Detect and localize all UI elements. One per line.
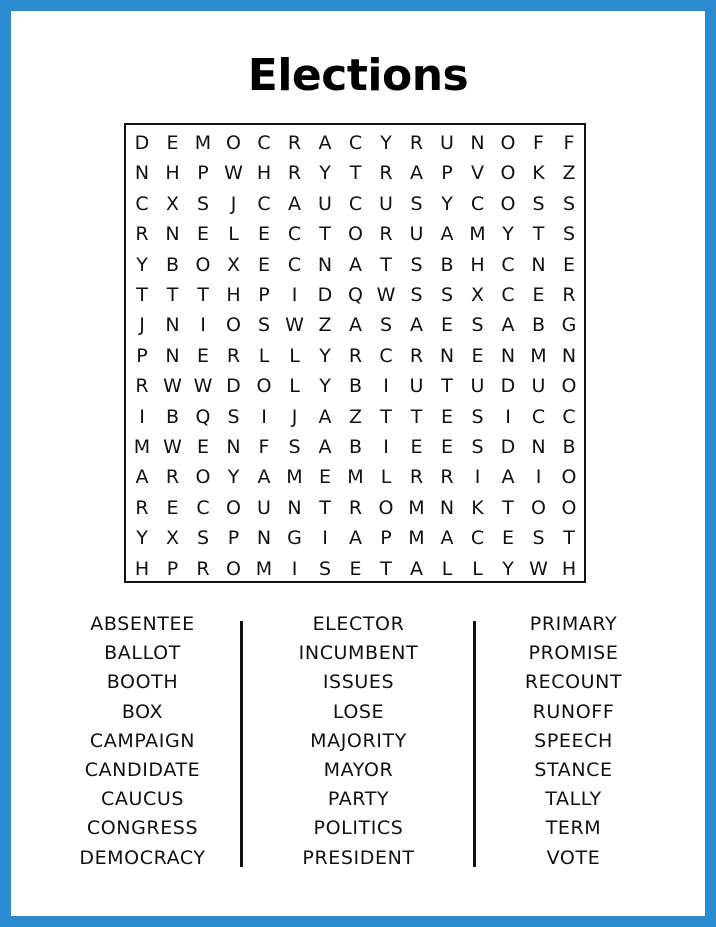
grid-letter: T — [197, 284, 209, 306]
grid-letter: E — [440, 314, 453, 337]
grid-letter: T — [136, 284, 148, 306]
grid-letter: D — [317, 284, 333, 306]
grid-letter: N — [439, 496, 455, 519]
grid-letter: O — [561, 496, 577, 519]
grid-letter: A — [410, 314, 423, 337]
grid-letter: A — [501, 314, 515, 337]
grid-letter: A — [318, 436, 332, 458]
grid-letter: D — [134, 132, 150, 154]
grid-letter: T — [380, 405, 392, 428]
word-list-item: PRESIDENT — [302, 846, 415, 869]
grid-letter: O — [500, 192, 516, 215]
grid-letter: C — [501, 253, 515, 276]
grid-letter: A — [501, 466, 515, 489]
word-list-item: BOOTH — [106, 671, 179, 694]
word-list-item: RUNOFF — [532, 700, 615, 723]
grid-letter: E — [471, 344, 484, 367]
grid-letter: H — [165, 162, 180, 185]
grid-letter: M — [194, 132, 212, 154]
grid-letter: N — [226, 436, 241, 458]
grid-letter: B — [165, 253, 180, 276]
grid-letter: O — [348, 223, 363, 246]
grid-letter: B — [165, 405, 180, 428]
grid-letter: A — [318, 405, 332, 428]
word-list-item: TERM — [545, 817, 602, 840]
grid-letter: A — [318, 132, 332, 154]
grid-letter: O — [226, 557, 241, 580]
grid-letter: K — [471, 496, 484, 519]
word-list-item: TALLY — [545, 788, 602, 811]
grid-letter: D — [226, 375, 241, 398]
grid-letter: R — [287, 132, 302, 154]
grid-letter: W — [163, 436, 182, 458]
grid-letter: O — [256, 375, 272, 398]
grid-letter: S — [196, 192, 210, 215]
word-list-column-1 — [40, 612, 245, 874]
grid-letter: E — [257, 253, 270, 276]
grid-letter: Y — [502, 557, 514, 580]
grid-letter: F — [533, 132, 544, 154]
grid-letter: Y — [319, 375, 331, 398]
word-list-item: PARTY — [327, 788, 390, 811]
grid-letter: N — [256, 527, 272, 550]
grid-letter: H — [256, 162, 272, 185]
word-list-item: POLITICS — [313, 817, 404, 840]
grid-letter: W — [376, 284, 396, 306]
grid-letter: R — [379, 223, 393, 246]
grid-letter: I — [383, 375, 389, 398]
grid-letter: J — [230, 192, 237, 215]
grid-letter: R — [135, 375, 149, 398]
word-list-item: CANDIDATE — [84, 759, 201, 781]
grid-letter: B — [440, 253, 454, 276]
grid-letter: I — [139, 405, 145, 428]
grid-letter: T — [410, 405, 423, 428]
grid-letter: M — [530, 344, 547, 367]
grid-letter: Y — [319, 162, 331, 185]
grid-letter: M — [408, 527, 425, 550]
grid-letter: M — [347, 466, 364, 489]
grid-letter: T — [380, 557, 392, 580]
grid-letter: Y — [319, 344, 331, 367]
grid-letter: O — [226, 132, 241, 154]
grid-letter: U — [531, 375, 546, 398]
grid-letter: G — [561, 314, 577, 337]
grid-letter: Y — [380, 132, 392, 154]
grid-letter: V — [471, 162, 484, 185]
grid-letter: X — [165, 527, 180, 550]
word-list-item: RECOUNT — [524, 671, 623, 694]
grid-letter: H — [134, 557, 150, 580]
grid-letter: N — [134, 162, 150, 185]
grid-letter: S — [562, 192, 576, 215]
word-list-item: LOSE — [332, 700, 385, 723]
grid-letter: R — [135, 496, 149, 519]
grid-letter: M — [255, 557, 273, 580]
grid-letter: G — [287, 527, 302, 550]
grid-letter: I — [322, 527, 328, 550]
grid-letter: O — [500, 162, 516, 185]
grid-letter: E — [440, 405, 453, 428]
grid-letter: L — [289, 375, 300, 398]
grid-letter: C — [196, 496, 210, 519]
word-list-item: INCUMBENT — [298, 642, 419, 665]
grid-letter: E — [410, 436, 423, 458]
grid-letter: E — [440, 436, 453, 458]
grid-letter: R — [226, 344, 241, 367]
grid-letter: S — [288, 436, 301, 458]
word-list-item: SPEECH — [534, 729, 613, 752]
grid-letter: W — [163, 375, 182, 398]
grid-letter: L — [228, 223, 239, 246]
grid-letter: E — [349, 557, 362, 580]
word-list-item: CAUCUS — [100, 788, 184, 811]
grid-letter: D — [500, 436, 516, 458]
grid-letter: H — [226, 284, 241, 306]
grid-letter: O — [500, 132, 516, 154]
grid-letter: E — [166, 496, 179, 519]
grid-letter: E — [196, 344, 209, 367]
grid-letter: R — [379, 162, 393, 185]
grid-letter: T — [532, 223, 545, 246]
grid-letter: O — [226, 496, 241, 519]
grid-letter: S — [379, 314, 393, 337]
grid-letter: N — [470, 132, 485, 154]
grid-letter: E — [318, 466, 331, 489]
grid-letter: S — [532, 192, 545, 215]
letter-grid — [124, 123, 586, 583]
grid-letter: Y — [136, 253, 148, 276]
grid-letter: F — [563, 132, 575, 154]
grid-letter: E — [257, 223, 270, 246]
grid-letter: S — [257, 314, 271, 337]
grid-letter: H — [561, 557, 577, 580]
word-list-item: CONGRESS — [86, 817, 199, 840]
grid-letter: R — [409, 466, 424, 489]
grid-letter: S — [410, 253, 423, 276]
grid-letter: O — [531, 496, 546, 519]
grid-letter: Y — [502, 223, 514, 246]
grid-letter: U — [257, 496, 271, 519]
grid-letter: P — [166, 557, 179, 580]
grid-letter: A — [257, 466, 271, 489]
grid-letter: W — [193, 375, 213, 398]
grid-letter: M — [286, 466, 303, 489]
grid-letter: E — [196, 223, 209, 246]
grid-letter: R — [287, 162, 302, 185]
grid-letter: C — [287, 223, 302, 246]
grid-letter: M — [469, 223, 486, 246]
grid-letter: S — [471, 436, 484, 458]
grid-letter: W — [529, 557, 548, 580]
grid-letter: P — [258, 284, 270, 306]
grid-letter: B — [348, 375, 363, 398]
grid-letter: A — [349, 314, 362, 337]
grid-letter: C — [257, 192, 271, 215]
grid-letter: S — [318, 557, 332, 580]
grid-letter: J — [291, 405, 298, 428]
grid-letter: Z — [562, 162, 576, 185]
grid-letter: U — [318, 192, 332, 215]
grid-letter: O — [561, 375, 577, 398]
grid-letter: B — [531, 314, 546, 337]
grid-letter: T — [441, 375, 453, 398]
word-list-column-2 — [256, 612, 461, 874]
grid-letter: L — [258, 344, 270, 367]
grid-letter: E — [166, 132, 179, 154]
grid-letter: T — [563, 527, 575, 550]
grid-letter: B — [562, 436, 576, 458]
column-divider-1 — [240, 621, 243, 867]
grid-letter: U — [409, 223, 424, 246]
grid-letter: I — [535, 466, 542, 489]
word-list-item: BOX — [121, 700, 164, 723]
grid-letter: Z — [348, 405, 363, 428]
grid-letter: E — [501, 527, 514, 550]
grid-letter: P — [380, 527, 392, 550]
grid-letter: R — [348, 344, 363, 367]
grid-letter: S — [196, 527, 210, 550]
grid-letter: A — [440, 223, 454, 246]
word-list-item: ISSUES — [322, 671, 395, 694]
grid-letter: R — [196, 557, 210, 580]
grid-letter: X — [226, 253, 241, 276]
word-list-item: MAJORITY — [310, 729, 407, 752]
grid-letter: R — [348, 496, 363, 519]
word-list-column-3 — [471, 612, 676, 874]
grid-letter: C — [287, 253, 302, 276]
grid-letter: L — [441, 557, 453, 580]
grid-letter: T — [349, 162, 362, 185]
grid-letter: N — [500, 344, 516, 367]
grid-letter: Y — [227, 466, 240, 489]
grid-letter: A — [410, 162, 423, 185]
grid-letter: S — [562, 223, 576, 246]
grid-letter: T — [166, 284, 179, 306]
grid-letter: C — [501, 284, 515, 306]
grid-letter: C — [531, 405, 546, 428]
grid-letter: T — [319, 223, 331, 246]
grid-letter: M — [408, 496, 425, 519]
word-list-item: VOTE — [546, 846, 601, 869]
grid-letter: P — [441, 162, 453, 185]
grid-letter: X — [165, 192, 180, 215]
word-list-item: DEMOCRACY — [79, 846, 206, 869]
grid-letter: F — [258, 436, 270, 458]
grid-letter: U — [409, 375, 424, 398]
grid-letter: N — [531, 253, 546, 276]
grid-letter: S — [440, 284, 454, 306]
word-list-item: STANCE — [534, 759, 613, 781]
grid-letter: A — [410, 557, 423, 580]
grid-letter: L — [289, 344, 300, 367]
grid-letter: N — [165, 314, 180, 337]
grid-letter: M — [133, 436, 151, 458]
grid-letter: I — [291, 557, 298, 580]
word-list-item: PRIMARY — [529, 613, 618, 635]
grid-letter: Y — [441, 192, 453, 215]
grid-letter: W — [224, 162, 243, 185]
grid-letter: N — [317, 253, 333, 276]
grid-letter: A — [349, 253, 362, 276]
grid-letter: N — [439, 344, 455, 367]
word-list-item: ABSENTEE — [90, 613, 195, 635]
page-title: Elections — [247, 50, 469, 101]
grid-letter: A — [135, 466, 149, 489]
grid-letter: T — [502, 496, 514, 519]
grid-letter: P — [136, 344, 148, 367]
grid-letter: I — [383, 436, 389, 458]
grid-letter: Z — [318, 314, 332, 337]
grid-letter: L — [380, 466, 392, 489]
grid-letter: R — [409, 344, 424, 367]
grid-letter: P — [227, 527, 240, 550]
grid-letter: S — [410, 192, 423, 215]
grid-letter: S — [471, 314, 484, 337]
grid-letter: C — [470, 527, 485, 550]
grid-letter: S — [532, 527, 545, 550]
word-list-item: ELECTOR — [312, 613, 405, 635]
grid-letter: N — [165, 344, 180, 367]
grid-letter: O — [226, 314, 241, 337]
grid-letter: C — [470, 192, 485, 215]
grid-letter: A — [349, 527, 362, 550]
grid-letter: O — [195, 253, 211, 276]
grid-letter: R — [409, 132, 424, 154]
grid-letter: O — [195, 466, 211, 489]
grid-letter: D — [500, 375, 516, 398]
word-list-item: MAYOR — [323, 759, 394, 781]
grid-letter: S — [410, 284, 423, 306]
grid-letter: B — [348, 436, 363, 458]
grid-letter: S — [227, 405, 240, 428]
grid-letter: C — [348, 132, 363, 154]
grid-letter: L — [472, 557, 483, 580]
grid-letter: R — [562, 284, 576, 306]
grid-letter: U — [440, 132, 454, 154]
grid-letter: P — [197, 162, 209, 185]
grid-letter: I — [200, 314, 206, 337]
grid-letter: A — [288, 192, 301, 215]
grid-letter: N — [561, 344, 577, 367]
grid-letter: S — [471, 405, 484, 428]
grid-letter: A — [440, 527, 454, 550]
grid-letter: U — [470, 375, 485, 398]
grid-letter: J — [139, 314, 145, 337]
grid-letter: I — [291, 284, 298, 306]
word-list-item: BALLOT — [104, 642, 181, 665]
grid-letter: U — [379, 192, 393, 215]
grid-letter: N — [165, 223, 180, 246]
grid-letter: R — [165, 466, 180, 489]
grid-letter: K — [532, 162, 545, 185]
grid-letter: C — [135, 192, 149, 215]
grid-letter: Q — [348, 284, 363, 306]
grid-letter: Y — [136, 527, 148, 550]
grid-letter: C — [257, 132, 271, 154]
grid-letter: R — [135, 223, 149, 246]
grid-letter: Q — [195, 405, 211, 428]
grid-letter: I — [474, 466, 481, 489]
grid-letter: I — [505, 405, 511, 428]
grid-letter: O — [378, 496, 394, 519]
grid-letter: C — [348, 192, 363, 215]
grid-letter: N — [287, 496, 302, 519]
grid-letter: C — [562, 405, 576, 428]
grid-letter: N — [531, 436, 546, 458]
grid-letter: I — [261, 405, 267, 428]
grid-letter: W — [285, 314, 304, 337]
grid-letter: X — [470, 284, 485, 306]
word-list-item: PROMISE — [528, 642, 619, 665]
grid-letter: E — [532, 284, 545, 306]
grid-letter: T — [380, 253, 392, 276]
word-list-item: CAMPAIGN — [89, 729, 196, 752]
grid-letter: E — [196, 436, 209, 458]
grid-letter: R — [440, 466, 454, 489]
grid-letter: H — [470, 253, 485, 276]
grid-letter: O — [561, 466, 577, 489]
grid-letter: C — [379, 344, 393, 367]
grid-letter: E — [562, 253, 575, 276]
grid-letter: T — [319, 496, 331, 519]
